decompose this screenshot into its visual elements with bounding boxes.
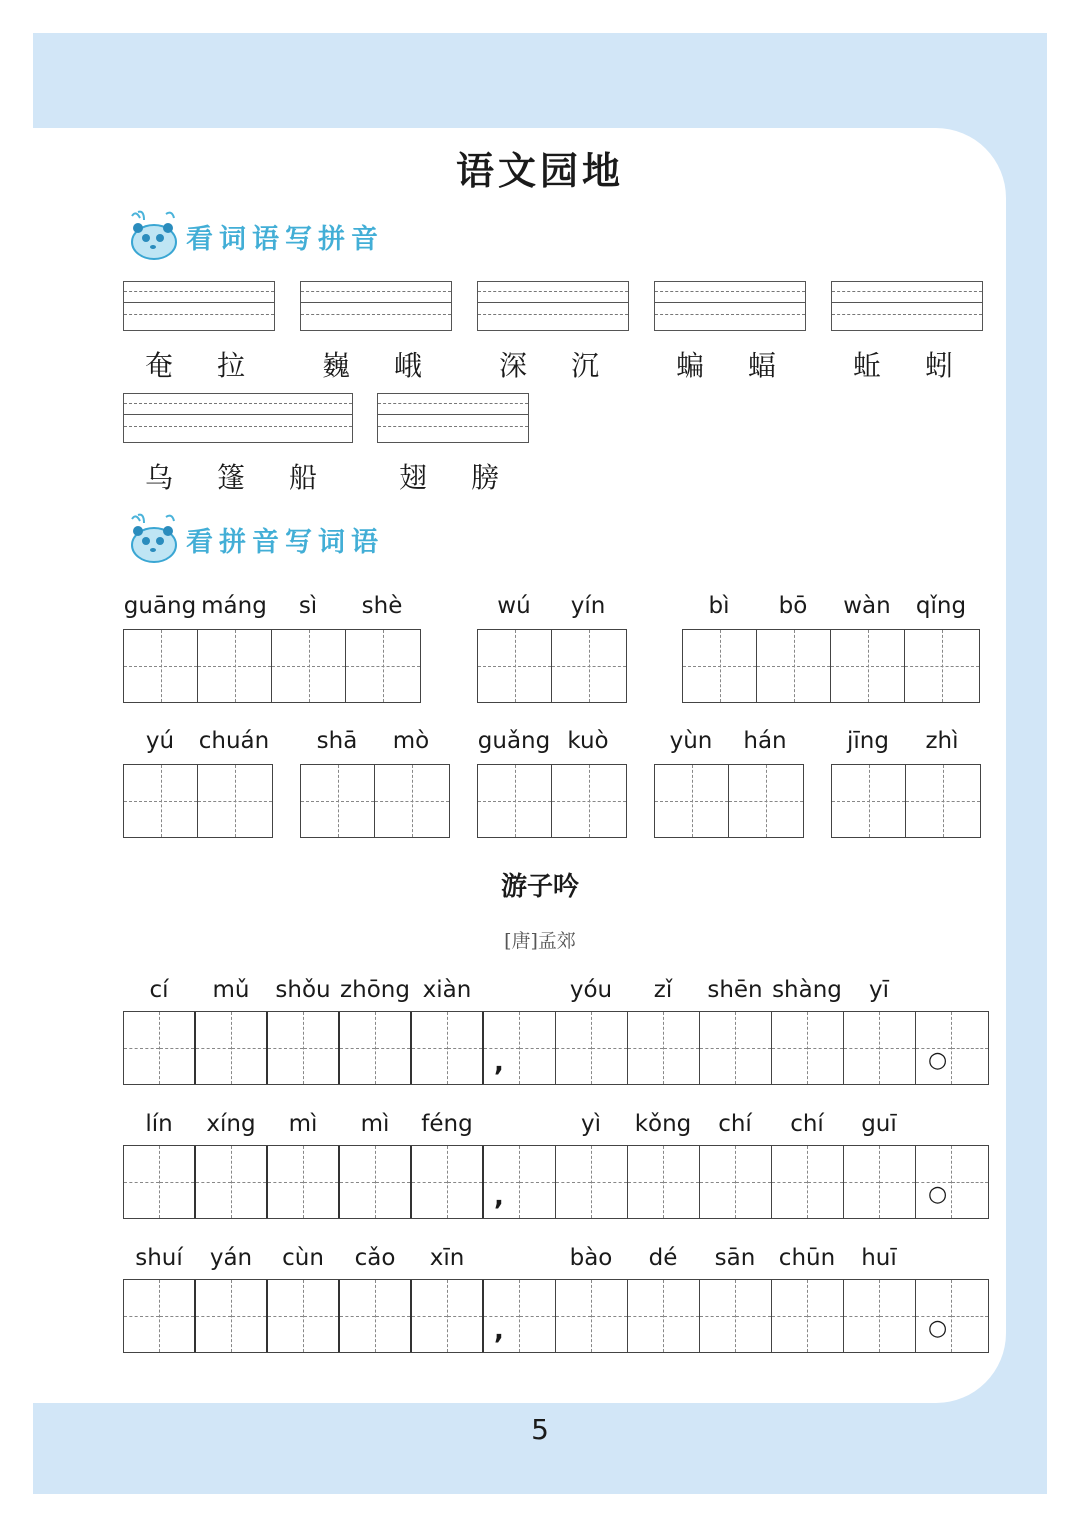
character-half-cell[interactable] xyxy=(880,1012,916,1084)
character-half-cell[interactable] xyxy=(916,1280,952,1352)
word-character: 蝙 xyxy=(675,349,704,382)
character-half-cell[interactable] xyxy=(268,1280,304,1352)
character-grid[interactable] xyxy=(477,764,627,838)
poem-title: 游子吟 xyxy=(500,872,579,902)
word-character: 篷 xyxy=(216,461,245,494)
character-half-cell[interactable] xyxy=(196,1280,232,1352)
pinyin-syllable: bào xyxy=(569,1245,613,1271)
pinyin-syllable: cǎo xyxy=(354,1245,396,1271)
character-half-cell[interactable] xyxy=(268,1146,304,1218)
section-label-write-words: 看拼音写词语 xyxy=(186,526,384,558)
character-half-cell[interactable] xyxy=(412,1280,448,1352)
character-half-cell[interactable] xyxy=(232,1012,268,1084)
pinyin-answer-box[interactable] xyxy=(654,281,806,331)
character-cell[interactable] xyxy=(757,630,831,702)
word-character: 船 xyxy=(288,461,317,494)
character-half-cell[interactable] xyxy=(952,1012,988,1084)
character-half-cell[interactable] xyxy=(880,1146,916,1218)
character-half-cell[interactable] xyxy=(520,1280,556,1352)
character-half-cell[interactable] xyxy=(772,1280,808,1352)
character-half-cell[interactable] xyxy=(448,1012,484,1084)
page-title: 语文园地 xyxy=(455,148,624,193)
pinyin-syllable: chí xyxy=(718,1111,752,1137)
character-half-cell[interactable] xyxy=(628,1146,664,1218)
character-half-cell[interactable] xyxy=(664,1280,700,1352)
character-half-cell[interactable] xyxy=(880,1280,916,1352)
pinyin-line xyxy=(832,302,982,303)
character-half-cell[interactable] xyxy=(340,1280,376,1352)
word-character: 沉 xyxy=(570,349,599,382)
character-half-cell[interactable] xyxy=(664,1012,700,1084)
character-half-cell[interactable] xyxy=(592,1280,628,1352)
pinyin-syllable: sān xyxy=(714,1245,756,1271)
character-half-cell[interactable] xyxy=(808,1280,844,1352)
character-half-cell[interactable] xyxy=(124,1280,160,1352)
pinyin-syllable: chūn xyxy=(778,1245,836,1271)
word-character: 翅 xyxy=(398,461,427,494)
character-half-cell[interactable] xyxy=(592,1012,628,1084)
pinyin-syllable: jīng xyxy=(847,728,889,754)
pinyin-syllable: cí xyxy=(149,977,169,1003)
character-half-cell[interactable] xyxy=(952,1146,988,1218)
character-half-cell[interactable] xyxy=(484,1012,520,1084)
panda-icon xyxy=(124,513,182,565)
character-half-cell[interactable] xyxy=(628,1280,664,1352)
pinyin-syllable: qǐng xyxy=(915,593,967,619)
pinyin-syllable: xīn xyxy=(429,1245,465,1271)
section-header-2 xyxy=(124,513,384,565)
character-half-cell[interactable] xyxy=(232,1146,268,1218)
word-character: 奄 xyxy=(144,349,173,382)
pinyin-line xyxy=(124,414,352,415)
pinyin-syllable: zhōng xyxy=(340,977,410,1003)
pinyin-syllable: zǐ xyxy=(653,977,673,1003)
pinyin-line xyxy=(655,302,805,303)
character-half-cell[interactable] xyxy=(772,1012,808,1084)
character-half-cell[interactable] xyxy=(376,1012,412,1084)
pinyin-syllable: yī xyxy=(868,977,889,1003)
character-cell[interactable] xyxy=(906,765,980,837)
word-character: 蚯 xyxy=(852,349,881,382)
character-cell[interactable] xyxy=(552,765,626,837)
character-half-cell[interactable] xyxy=(484,1146,520,1218)
poem-line-grid[interactable] xyxy=(123,1279,989,1353)
character-half-cell[interactable] xyxy=(664,1146,700,1218)
word-character: 巍 xyxy=(321,349,350,382)
pinyin-syllable: chí xyxy=(790,1111,824,1137)
character-half-cell[interactable] xyxy=(916,1012,952,1084)
poem-line-grid[interactable] xyxy=(123,1011,989,1085)
pinyin-syllable: zhì xyxy=(925,728,959,754)
character-cell[interactable] xyxy=(346,630,420,702)
period-mark: ○ xyxy=(928,1048,948,1073)
pinyin-syllable: guǎng xyxy=(477,728,551,754)
character-half-cell[interactable] xyxy=(628,1012,664,1084)
word-character: 峨 xyxy=(393,349,422,382)
character-half-cell[interactable] xyxy=(484,1280,520,1352)
pinyin-line xyxy=(124,302,274,303)
character-grid[interactable] xyxy=(477,629,627,703)
character-cell[interactable] xyxy=(198,630,272,702)
character-half-cell[interactable] xyxy=(736,1012,772,1084)
character-grid[interactable] xyxy=(123,764,273,838)
character-half-cell[interactable] xyxy=(160,1012,196,1084)
pinyin-answer-box[interactable] xyxy=(377,393,529,443)
pinyin-line xyxy=(301,302,451,303)
character-half-cell[interactable] xyxy=(700,1280,736,1352)
pinyin-syllable: shuí xyxy=(135,1245,183,1271)
word-character: 蚓 xyxy=(924,349,953,382)
character-half-cell[interactable] xyxy=(340,1012,376,1084)
pinyin-syllable: shè xyxy=(361,593,403,619)
character-half-cell[interactable] xyxy=(556,1146,592,1218)
pinyin-answer-box[interactable] xyxy=(477,281,629,331)
character-half-cell[interactable] xyxy=(304,1146,340,1218)
word-character: 膀 xyxy=(470,461,499,494)
pinyin-syllable: yùn xyxy=(669,728,713,754)
pinyin-syllable: xíng xyxy=(206,1111,256,1137)
character-half-cell[interactable] xyxy=(700,1012,736,1084)
character-half-cell[interactable] xyxy=(160,1146,196,1218)
pinyin-syllable: huī xyxy=(861,1245,897,1271)
pinyin-syllable: dé xyxy=(648,1245,678,1271)
character-cell[interactable] xyxy=(478,630,552,702)
comma-mark: , xyxy=(494,1048,504,1078)
character-grid[interactable] xyxy=(300,764,450,838)
pinyin-syllable: kǒng xyxy=(634,1111,692,1137)
pinyin-syllable: yóu xyxy=(569,977,613,1003)
character-half-cell[interactable] xyxy=(376,1146,412,1218)
pinyin-syllable: yán xyxy=(209,1245,253,1271)
comma-mark: , xyxy=(494,1316,504,1346)
character-cell[interactable] xyxy=(905,630,979,702)
pinyin-syllable: yì xyxy=(580,1111,601,1137)
pinyin-syllable: sì xyxy=(298,593,318,619)
character-cell[interactable] xyxy=(375,765,449,837)
panda-icon xyxy=(124,210,182,262)
pinyin-syllable: bì xyxy=(708,593,730,619)
character-half-cell[interactable] xyxy=(736,1146,772,1218)
word-character: 深 xyxy=(498,349,527,382)
pinyin-syllable: wú xyxy=(497,593,531,619)
character-half-cell[interactable] xyxy=(160,1280,196,1352)
character-half-cell[interactable] xyxy=(304,1280,340,1352)
character-half-cell[interactable] xyxy=(556,1012,592,1084)
pinyin-answer-box[interactable] xyxy=(123,281,275,331)
character-half-cell[interactable] xyxy=(520,1146,556,1218)
character-cell[interactable] xyxy=(683,630,757,702)
pinyin-line xyxy=(478,302,628,303)
pinyin-answer-box[interactable] xyxy=(300,281,452,331)
pinyin-syllable: guī xyxy=(861,1111,897,1137)
period-mark: ○ xyxy=(928,1182,948,1207)
character-cell[interactable] xyxy=(729,765,803,837)
character-half-cell[interactable] xyxy=(124,1146,160,1218)
character-half-cell[interactable] xyxy=(340,1146,376,1218)
character-cell[interactable] xyxy=(655,765,729,837)
character-half-cell[interactable] xyxy=(916,1146,952,1218)
character-half-cell[interactable] xyxy=(700,1146,736,1218)
character-cell[interactable] xyxy=(124,765,198,837)
character-half-cell[interactable] xyxy=(376,1280,412,1352)
character-cell[interactable] xyxy=(478,765,552,837)
character-half-cell[interactable] xyxy=(952,1280,988,1352)
pinyin-syllable: shǒu xyxy=(275,977,331,1003)
pinyin-syllable: chuán xyxy=(198,728,270,754)
character-grid[interactable] xyxy=(654,764,804,838)
poem-line-grid[interactable] xyxy=(123,1145,989,1219)
character-cell[interactable] xyxy=(301,765,375,837)
pinyin-syllable: mǔ xyxy=(212,977,250,1003)
character-cell[interactable] xyxy=(198,765,272,837)
character-half-cell[interactable] xyxy=(772,1146,808,1218)
pinyin-syllable: máng xyxy=(201,593,267,619)
character-grid[interactable] xyxy=(682,629,980,703)
pinyin-syllable: shā xyxy=(316,728,358,754)
comma-mark: , xyxy=(494,1182,504,1212)
character-half-cell[interactable] xyxy=(556,1280,592,1352)
pinyin-syllable: wàn xyxy=(843,593,891,619)
character-half-cell[interactable] xyxy=(196,1012,232,1084)
pinyin-syllable: féng xyxy=(421,1111,473,1137)
pinyin-syllable: kuò xyxy=(567,728,609,754)
pinyin-syllable: xiàn xyxy=(422,977,472,1003)
character-half-cell[interactable] xyxy=(844,1146,880,1218)
pinyin-answer-box[interactable] xyxy=(123,393,353,443)
character-half-cell[interactable] xyxy=(520,1012,556,1084)
character-half-cell[interactable] xyxy=(736,1280,772,1352)
pinyin-syllable: shēn xyxy=(707,977,763,1003)
pinyin-syllable: shàng xyxy=(772,977,842,1003)
character-half-cell[interactable] xyxy=(304,1012,340,1084)
character-grid[interactable] xyxy=(123,629,421,703)
word-character: 乌 xyxy=(144,461,173,494)
pinyin-syllable: bō xyxy=(778,593,808,619)
pinyin-syllable: yín xyxy=(570,593,606,619)
pinyin-syllable: mò xyxy=(392,728,430,754)
page-number: 5 xyxy=(531,1413,549,1446)
character-half-cell[interactable] xyxy=(232,1280,268,1352)
character-cell[interactable] xyxy=(272,630,346,702)
pinyin-syllable: hán xyxy=(743,728,787,754)
character-half-cell[interactable] xyxy=(448,1280,484,1352)
pinyin-syllable: mì xyxy=(288,1111,318,1137)
character-grid[interactable] xyxy=(831,764,981,838)
pinyin-syllable: mì xyxy=(360,1111,390,1137)
poem-author: [唐]孟郊 xyxy=(504,930,576,952)
section-label-write-pinyin: 看词语写拼音 xyxy=(186,223,384,255)
pinyin-line xyxy=(378,414,528,415)
character-half-cell[interactable] xyxy=(412,1146,448,1218)
character-half-cell[interactable] xyxy=(412,1012,448,1084)
character-half-cell[interactable] xyxy=(448,1146,484,1218)
period-mark: ○ xyxy=(928,1316,948,1341)
pinyin-syllable: lín xyxy=(145,1111,173,1137)
character-half-cell[interactable] xyxy=(196,1146,232,1218)
character-cell[interactable] xyxy=(552,630,626,702)
character-cell[interactable] xyxy=(124,630,198,702)
character-cell[interactable] xyxy=(831,630,905,702)
character-half-cell[interactable] xyxy=(268,1012,304,1084)
word-character: 拉 xyxy=(216,349,245,382)
character-half-cell[interactable] xyxy=(844,1280,880,1352)
pinyin-syllable: yú xyxy=(145,728,175,754)
character-half-cell[interactable] xyxy=(124,1012,160,1084)
character-half-cell[interactable] xyxy=(844,1012,880,1084)
character-cell[interactable] xyxy=(832,765,906,837)
word-character: 蝠 xyxy=(747,349,776,382)
character-half-cell[interactable] xyxy=(808,1012,844,1084)
pinyin-answer-box[interactable] xyxy=(831,281,983,331)
section-header-1 xyxy=(124,210,384,262)
pinyin-syllable: cùn xyxy=(282,1245,324,1271)
character-half-cell[interactable] xyxy=(592,1146,628,1218)
character-half-cell[interactable] xyxy=(808,1146,844,1218)
pinyin-syllable: guāng xyxy=(123,593,197,619)
